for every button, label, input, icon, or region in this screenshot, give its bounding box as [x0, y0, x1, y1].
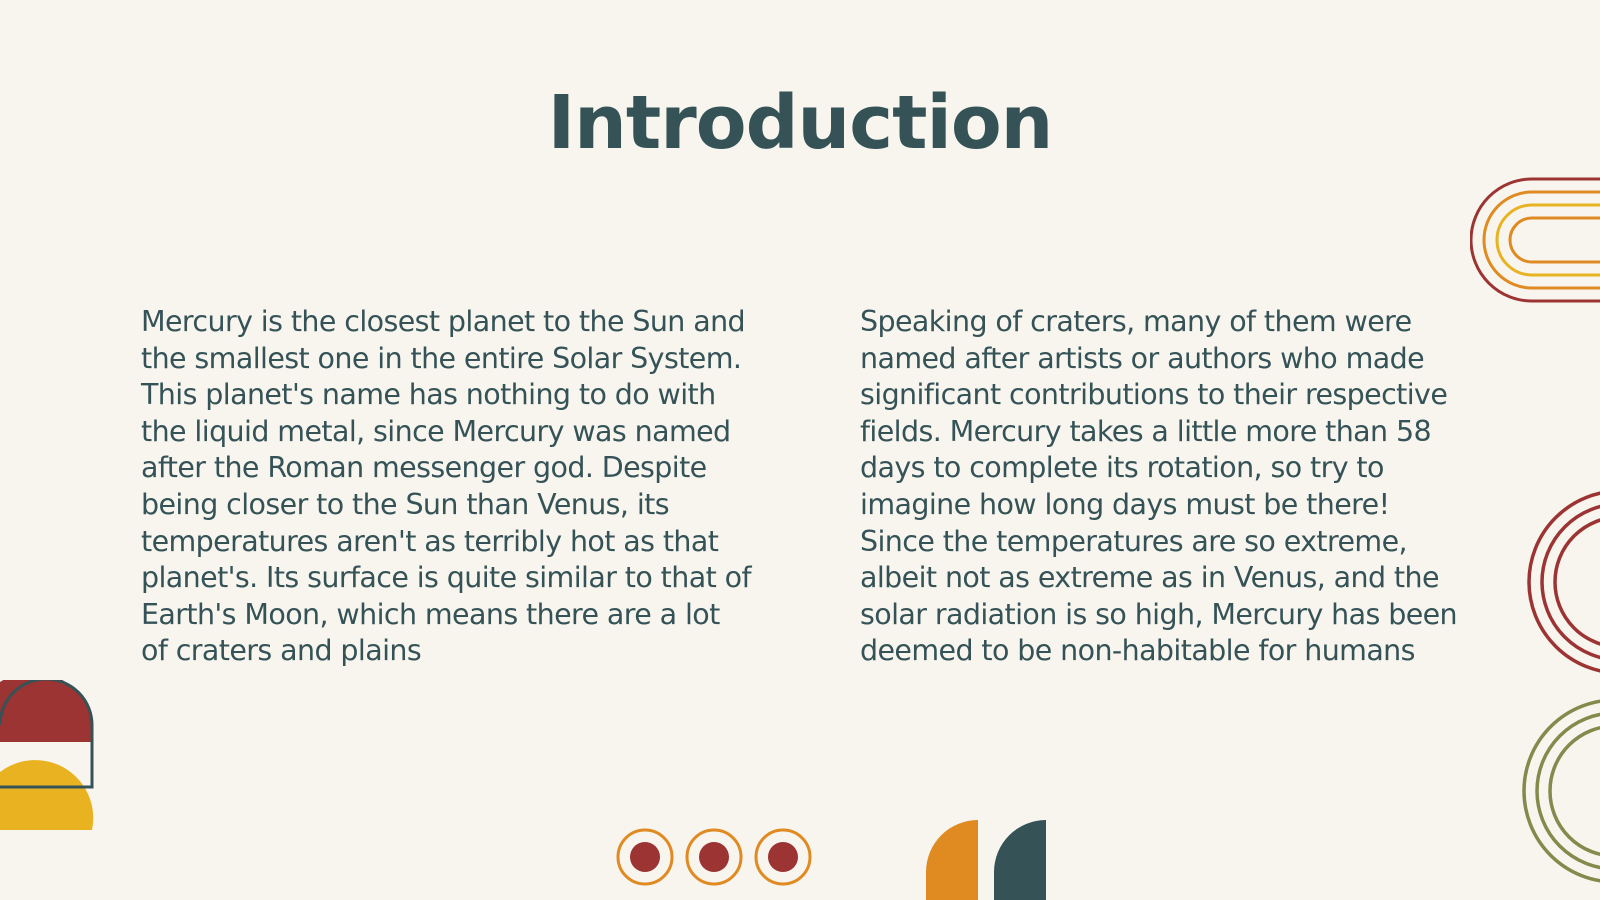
red-concentric-arcs-decoration: [1520, 488, 1600, 678]
left-paragraph: Mercury is the closest planet to the Sun and the smallest one in the entire Solar System. This planet's name has nothing to do with the liquid metal, since Mercury was named after the Roman messenger god. Despite being closer to the Sun than Venus, its temperatures aren't as terribly hot as that planet's. Its surface is quite similar to that of Earth's Moon, which means there are a lot of craters and plains: [141, 305, 751, 668]
quarter-shapes-decoration: [926, 820, 1056, 900]
olive-concentric-arcs-decoration: [1520, 696, 1600, 900]
three-dot-rings-decoration: [614, 826, 814, 890]
rainbow-arch-decoration: [1470, 176, 1600, 304]
stacked-half-circles-decoration: [0, 680, 100, 832]
right-paragraph: Speaking of craters, many of them were named after artists or authors who made significant contributions to their respective fields. Mercury takes a little more than 58 days to complete its rotation, so try to imagine how long days must be there! Since the temperatures are so extreme, albeit not as extreme as in Venus, and the solar radiation is so high, Mercury has been deemed to be non-habitable for humans: [860, 305, 1458, 668]
slide-title: Introduction: [547, 80, 1053, 166]
